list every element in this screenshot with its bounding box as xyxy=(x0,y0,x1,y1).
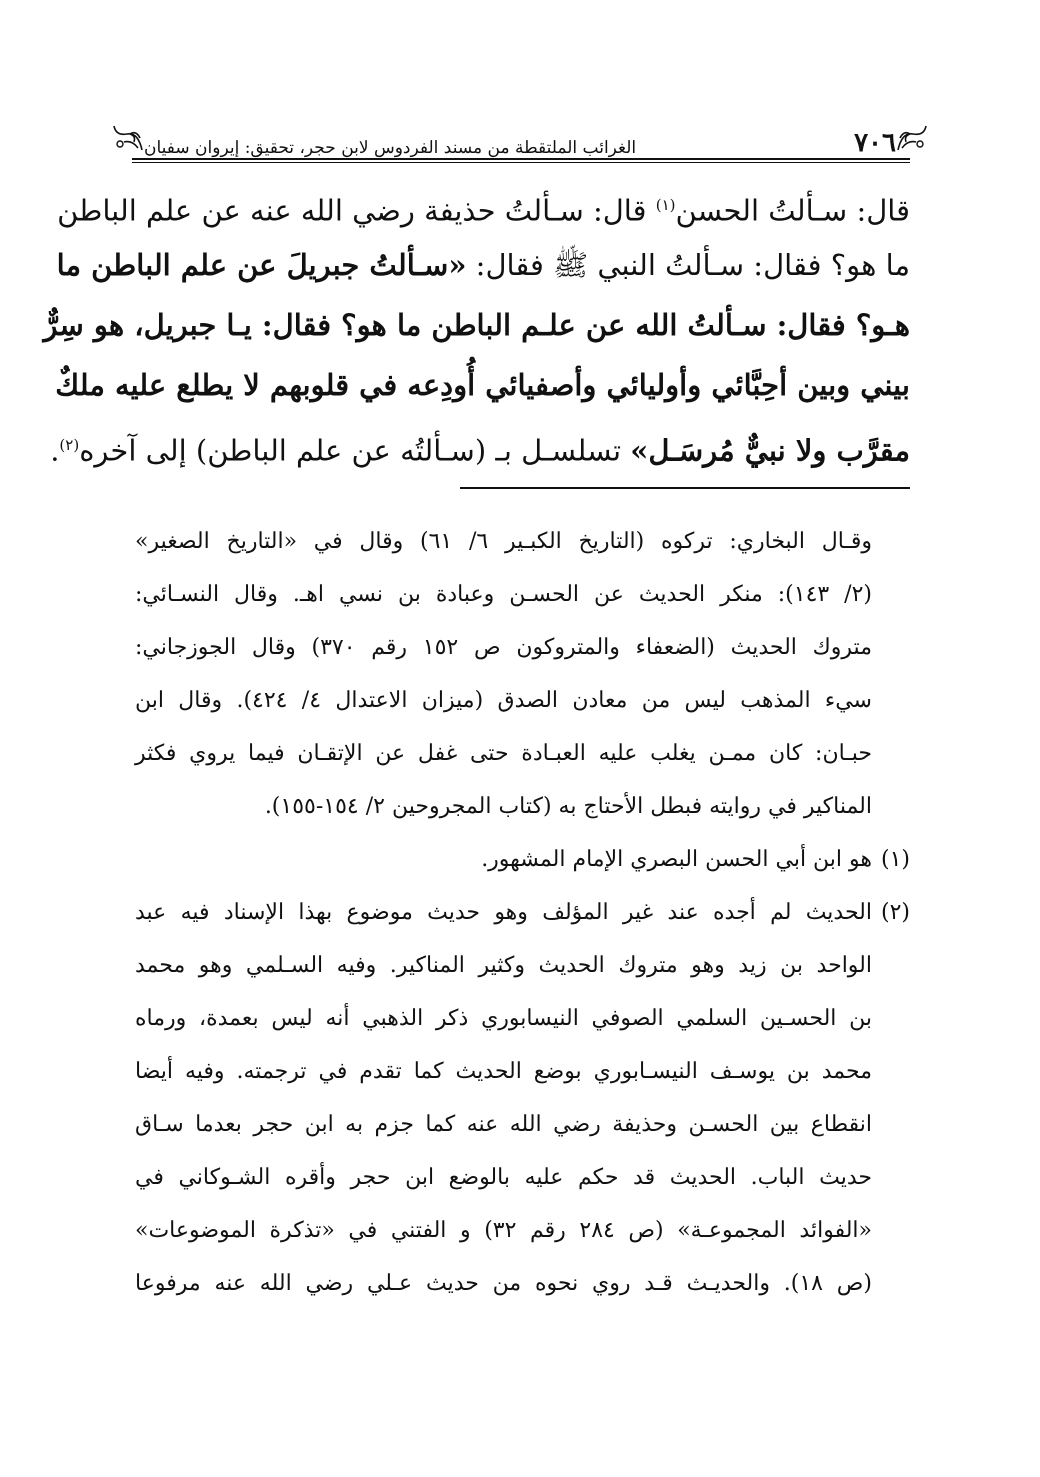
footnote-line: الحديث لم أجده عند غير المؤلف وهو حديث موضوع بهذا الإسناد فيه عبد xyxy=(135,900,872,925)
main-line-2 xyxy=(56,235,910,295)
footnote-cont-line: سيء المذهب ليس من معادن الصدق (ميزان الاعتدال ٤/ ٤٢٤). وقال ابن xyxy=(135,688,872,713)
main-text xyxy=(43,175,910,475)
text-span: ما هو؟ فقال: سـألتُ النبي ﷺ فقال: xyxy=(466,248,910,282)
footnote-line: بن الحسـين السلمي الصوفي النيسابوري ذكر الذهبي أنه ليس بعمدة، ورماه xyxy=(135,1006,872,1031)
footnote-line: (ص ١٨). والحديـث قـد روي نحوه من حديث عـلي رضي الله عنه مرفوعا xyxy=(135,1271,872,1296)
running-title: الغرائب الملتقطة من مسند الفردوس لابن حجر، تحقيق: إيروان سفيان xyxy=(144,138,637,158)
footnote-number: (١) xyxy=(880,847,910,872)
main-line-5 xyxy=(50,415,910,475)
footnote-line: الواحد بن زيد وهو متروك الحديث وكثير المناكير. وفيه السـلمي وهو محمد xyxy=(135,953,872,978)
footnote-cont-line: متروك الحديث (الضعفاء والمتروكون ص ١٥٢ رقم ٣٧٠) وقال الجوزجاني: xyxy=(135,635,872,660)
footnote-line: حديث الباب. الحديث قد حكم عليه بالوضع ابن حجر وأقره الشـوكاني في xyxy=(135,1165,872,1190)
header-rule xyxy=(132,158,910,160)
footnotes xyxy=(135,515,910,1310)
footnote-body xyxy=(135,886,872,1310)
ornament-right-icon xyxy=(896,122,930,152)
hadith-text: مقرَّب ولا نبيٌّ مُرسَـل» xyxy=(630,433,910,468)
hadith-text: «سـألتُ جبريلَ عن علم الباطن ما xyxy=(56,248,467,282)
footnote-ref-2: (٢) xyxy=(59,436,80,454)
ornament-left-icon xyxy=(110,122,144,152)
text-span: قال: سـألتُ حذيفة رضي الله عنه عن علم الباطن xyxy=(57,193,656,228)
footnote-cont-line: (٢/ ١٤٣): منكر الحديث عن الحسـن وعبادة بن نسي اهـ. وقال النسـائي: xyxy=(135,582,872,607)
footnote-body xyxy=(135,833,872,886)
footnote-cont-line: وقـال البخاري: تركوه (التاريخ الكبـير ٦/ ٦١) وقال في «التاريخ الصغير» xyxy=(135,529,873,554)
main-line-4: بيني وبين أحِبَّائي وأوليائي وأصفيائي أُودِعه في قلوبهم لا يطلع عليه ملكٌ xyxy=(55,368,910,402)
footnote-line: هو ابن أبي الحسن البصري الإمام المشهور. xyxy=(481,847,872,872)
footnote-cont-line: المناكير في روايته فبطل الأحتاج به (كتاب المجروحين ٢/ ١٥٤-١٥٥). xyxy=(264,794,872,819)
text-span: قال: سـألتُ الحسن xyxy=(675,193,910,228)
text-span: تسلسـل بـ (سـألتُه عن علم الباطن) إلى آخره xyxy=(79,433,631,468)
text-span: . xyxy=(50,433,60,468)
header-rule-thin xyxy=(132,162,910,163)
footnote-1 xyxy=(135,833,910,886)
footnote-number: (٢) xyxy=(880,900,910,925)
footnote-line: انقطاع بين الحسـن وحذيفة رضي الله عنه كما جزم به ابن حجر بعدما سـاق xyxy=(135,1112,872,1137)
footnote-ref-1: (١) xyxy=(655,196,676,214)
page-number: ٧٠٦ xyxy=(854,128,896,158)
footnote-line: محمد بن يوسـف النيسـابوري بوضع الحديث كما تقدم في ترجمته. وفيه أيضا xyxy=(135,1059,872,1084)
running-header xyxy=(130,118,910,158)
main-line-1 xyxy=(57,175,910,235)
main-line-3: هـو؟ فقال: سـألتُ الله عن علـم الباطن ما هو؟ فقال: يـا جبريل، هو سِرٌّ xyxy=(43,308,910,342)
footnote-2 xyxy=(135,886,910,1310)
footnote-line: «الفوائد المجموعـة» (ص ٢٨٤ رقم ٣٢) و الفتني في «تذكرة الموضوعات» xyxy=(135,1218,872,1243)
footnote-cont-line: حبـان: كان ممـن يغلب عليه العبـادة حتى غفل عن الإتقـان فيما يروي فكثر xyxy=(135,741,872,766)
footnote-separator xyxy=(460,487,910,489)
